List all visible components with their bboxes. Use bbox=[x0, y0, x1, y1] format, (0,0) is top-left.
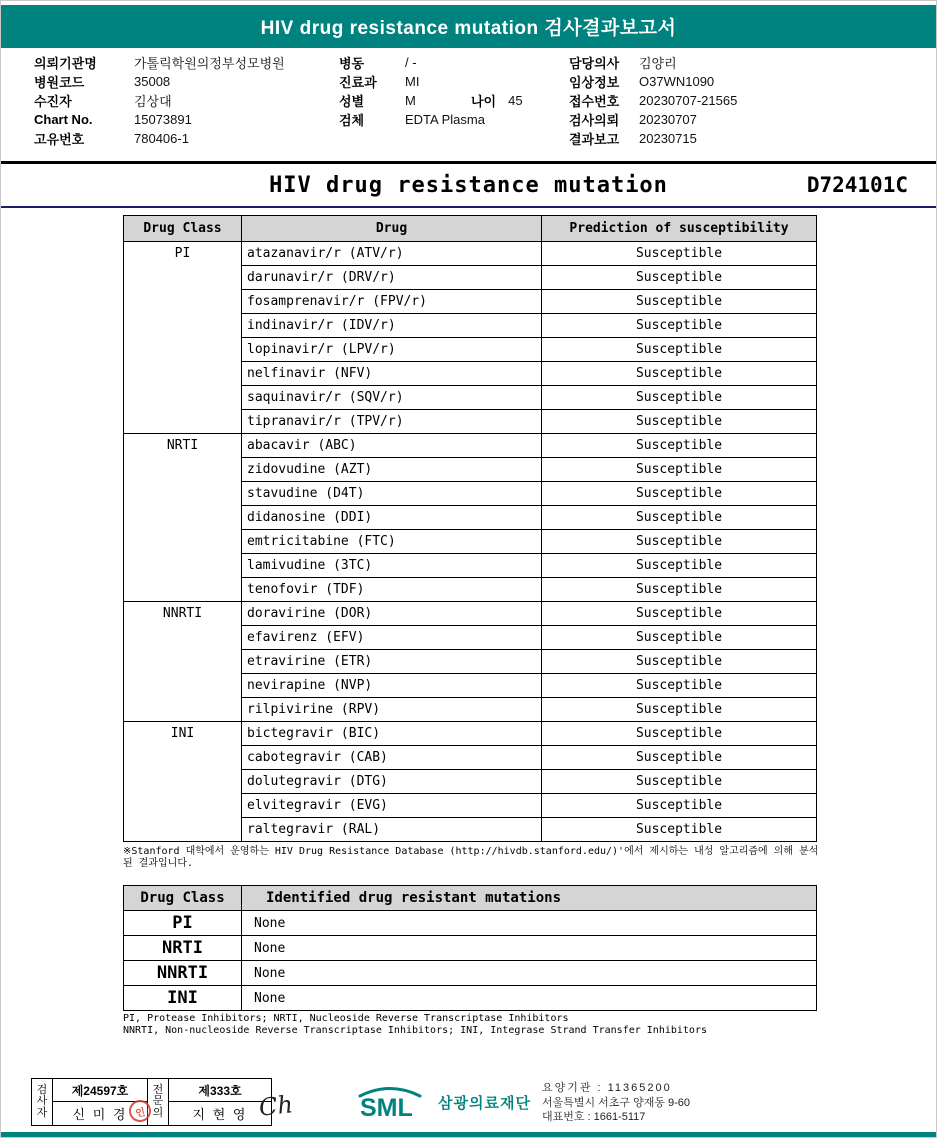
drug-class-cell: NNRTI bbox=[124, 602, 242, 722]
patient-info-row bbox=[34, 53, 334, 72]
org-info-block bbox=[542, 1081, 690, 1125]
patient-info-row bbox=[339, 110, 564, 129]
drug-name-cell: abacavir (ABC) bbox=[242, 434, 542, 458]
drug-name-cell: stavudine (D4T) bbox=[242, 482, 542, 506]
patient-info-label: Chart No. bbox=[34, 112, 93, 127]
examiner-name-row bbox=[53, 1102, 147, 1125]
report-header-bar bbox=[1, 5, 936, 48]
signature-box bbox=[31, 1078, 295, 1126]
patient-info-row bbox=[34, 110, 334, 129]
susceptibility-table-body bbox=[124, 242, 817, 842]
drug-class-cell: INI bbox=[124, 986, 242, 1011]
patient-info-label: 진료과 bbox=[339, 75, 377, 90]
drug-class-cell: NNRTI bbox=[124, 961, 242, 986]
prediction-cell: Susceptible bbox=[542, 650, 817, 674]
stanford-footnote: ※Stanford 대학에서 운영하는 HIV Drug Resistance Database (http://hivdb.stanford.edu/)'에서 제시하는 내성 알고리즘에 의해 분석된 결과입니다. bbox=[123, 846, 819, 869]
prediction-cell: Susceptible bbox=[542, 266, 817, 290]
drug-name-cell: emtricitabine (FTC) bbox=[242, 530, 542, 554]
prediction-cell: Susceptible bbox=[542, 434, 817, 458]
patient-info-value: O37WN1090 bbox=[639, 74, 715, 89]
drug-name-cell: saquinavir/r (SQV/r) bbox=[242, 386, 542, 410]
drug-name-cell: efavirenz (EFV) bbox=[242, 626, 542, 650]
patient-info-left-column bbox=[34, 53, 334, 148]
column-header: Prediction of susceptibility bbox=[542, 216, 817, 242]
patient-info-value: 김양리 bbox=[639, 56, 677, 71]
drug-name-cell: cabotegravir (CAB) bbox=[242, 746, 542, 770]
patient-info-row bbox=[569, 129, 914, 148]
patient-info-label: 결과보고 bbox=[569, 132, 620, 147]
column-header: Identified drug resistant mutations bbox=[242, 886, 817, 911]
drug-class-cell: NRTI bbox=[124, 936, 242, 961]
patient-info-row bbox=[339, 72, 564, 91]
drug-name-cell: zidovudine (AZT) bbox=[242, 458, 542, 482]
drug-name-cell: nevirapine (NVP) bbox=[242, 674, 542, 698]
mutation-row bbox=[124, 961, 817, 986]
patient-info-label: 고유번호 bbox=[34, 132, 85, 147]
abbreviation-line: NNRTI, Non-nucleoside Reverse Transcriptase Inhibitors; INI, Integrase Strand Transfer Inhibitors bbox=[123, 1025, 707, 1036]
prediction-cell: Susceptible bbox=[542, 290, 817, 314]
report-title: HIV drug resistance mutation 검사결과보고서 bbox=[260, 18, 677, 39]
patient-info-value: M bbox=[405, 93, 416, 108]
prediction-cell: Susceptible bbox=[542, 386, 817, 410]
drug-name-cell: doravirine (DOR) bbox=[242, 602, 542, 626]
patient-info-right-column bbox=[569, 53, 914, 148]
footer-logo-group bbox=[353, 1081, 690, 1125]
patient-info-value: MI bbox=[405, 74, 420, 89]
mutation-row bbox=[124, 986, 817, 1011]
patient-info-row bbox=[569, 91, 914, 110]
mutations-table-body bbox=[124, 911, 817, 1011]
prediction-cell: Susceptible bbox=[542, 818, 817, 842]
divider-under-title bbox=[1, 206, 936, 208]
mutations-header-row bbox=[124, 886, 817, 911]
mutations-table-head bbox=[124, 886, 817, 911]
section-title: HIV drug resistance mutation bbox=[269, 172, 668, 198]
prediction-cell: Susceptible bbox=[542, 674, 817, 698]
examiner-stamp-icon: 인 bbox=[127, 1098, 153, 1124]
column-header: Drug bbox=[242, 216, 542, 242]
patient-info-middle-column bbox=[339, 53, 564, 129]
drug-row bbox=[124, 434, 817, 458]
patient-info-row bbox=[569, 110, 914, 129]
prediction-cell: Susceptible bbox=[542, 770, 817, 794]
patient-info-value: 가톨릭학원의정부성모병원 bbox=[134, 56, 285, 71]
patient-info-value: 780406-1 bbox=[134, 131, 189, 146]
patient-info-label: 나이 bbox=[471, 94, 497, 109]
patient-info-label: 검체 bbox=[339, 113, 365, 128]
specialist-credentials bbox=[169, 1079, 295, 1125]
drug-name-cell: rilpivirine (RPV) bbox=[242, 698, 542, 722]
patient-info-value: 15073891 bbox=[134, 112, 192, 127]
patient-info-value: 김상대 bbox=[134, 94, 172, 109]
drug-name-cell: tipranavir/r (TPV/r) bbox=[242, 410, 542, 434]
patient-info-label: 병원코드 bbox=[34, 75, 85, 90]
specialist-role-label: 전문의 bbox=[148, 1079, 169, 1125]
patient-info-label: 임상정보 bbox=[569, 75, 620, 90]
drug-class-cell: PI bbox=[124, 911, 242, 936]
prediction-cell: Susceptible bbox=[542, 242, 817, 266]
mutation-row bbox=[124, 936, 817, 961]
patient-info-row bbox=[34, 91, 334, 110]
patient-info-row bbox=[34, 72, 334, 91]
specialist-signature: Ch bbox=[257, 1090, 295, 1122]
drug-name-cell: tenofovir (TDF) bbox=[242, 578, 542, 602]
examiner-role-label: 검사자 bbox=[32, 1079, 53, 1125]
drug-name-cell: dolutegravir (DTG) bbox=[242, 770, 542, 794]
drug-class-cell: INI bbox=[124, 722, 242, 842]
prediction-cell: Susceptible bbox=[542, 362, 817, 386]
column-header: Drug Class bbox=[124, 886, 242, 911]
prediction-cell: Susceptible bbox=[542, 746, 817, 770]
prediction-cell: Susceptible bbox=[542, 554, 817, 578]
mutations-cell: None bbox=[242, 961, 817, 986]
drug-name-cell: raltegravir (RAL) bbox=[242, 818, 542, 842]
sml-logo-text: SML bbox=[360, 1093, 413, 1122]
patient-info-row bbox=[569, 72, 914, 91]
susceptibility-header-row bbox=[124, 216, 817, 242]
prediction-cell: Susceptible bbox=[542, 482, 817, 506]
drug-name-cell: etravirine (ETR) bbox=[242, 650, 542, 674]
mutations-cell: None bbox=[242, 911, 817, 936]
mutations-cell: None bbox=[242, 986, 817, 1011]
abbreviation-line: PI, Protease Inhibitors; NRTI, Nucleoside Reverse Transcriptase Inhibitors bbox=[123, 1013, 569, 1024]
prediction-cell: Susceptible bbox=[542, 722, 817, 746]
prediction-cell: Susceptible bbox=[542, 338, 817, 362]
patient-info-value: 35008 bbox=[134, 74, 171, 89]
patient-info-row bbox=[339, 91, 564, 110]
susceptibility-table bbox=[123, 215, 817, 842]
drug-class-cell: NRTI bbox=[124, 434, 242, 602]
drug-name-cell: didanosine (DDI) bbox=[242, 506, 542, 530]
patient-info-value: 20230707-21565 bbox=[639, 93, 738, 108]
drug-class-cell: PI bbox=[124, 242, 242, 434]
drug-name-cell: lopinavir/r (LPV/r) bbox=[242, 338, 542, 362]
org-info-line: 서울특별시 서초구 양재동 9-60 bbox=[541, 1096, 691, 1109]
test-code: D724101C bbox=[806, 173, 908, 197]
specialist-cert-no: 제333호 bbox=[169, 1079, 271, 1102]
patient-info-value: 45 bbox=[508, 93, 523, 108]
abbreviation-footnote bbox=[123, 1013, 823, 1037]
prediction-cell: Susceptible bbox=[542, 794, 817, 818]
drug-name-cell: bictegravir (BIC) bbox=[242, 722, 542, 746]
susceptibility-table-head bbox=[124, 216, 817, 242]
prediction-cell: Susceptible bbox=[542, 314, 817, 338]
patient-info-label: 접수번호 bbox=[569, 94, 620, 109]
drug-name-cell: darunavir/r (DRV/r) bbox=[242, 266, 542, 290]
drug-name-cell: lamivudine (3TC) bbox=[242, 554, 542, 578]
prediction-cell: Susceptible bbox=[542, 602, 817, 626]
org-info-line: 대표번호 : 1661-5117 bbox=[541, 1111, 646, 1123]
drug-row bbox=[124, 722, 817, 746]
sml-logo-icon bbox=[353, 1084, 427, 1122]
mutation-row bbox=[124, 911, 817, 936]
org-name: 삼광의료재단 bbox=[438, 1095, 531, 1113]
patient-info-row bbox=[34, 129, 334, 148]
specialist-name: 지 현 영 bbox=[192, 1107, 248, 1122]
drug-name-cell: indinavir/r (IDV/r) bbox=[242, 314, 542, 338]
prediction-cell: Susceptible bbox=[542, 458, 817, 482]
section-title-row bbox=[1, 166, 936, 204]
drug-name-cell: elvitegravir (EVG) bbox=[242, 794, 542, 818]
prediction-cell: Susceptible bbox=[542, 506, 817, 530]
patient-info-row bbox=[569, 53, 914, 72]
mutations-table bbox=[123, 885, 817, 1011]
patient-info-label: 담당의사 bbox=[569, 56, 620, 71]
examiner-cert-no: 제24597호 bbox=[53, 1079, 147, 1102]
patient-info-label: 병동 bbox=[339, 56, 365, 71]
drug-name-cell: nelfinavir (NFV) bbox=[242, 362, 542, 386]
patient-info-label: 수진자 bbox=[34, 94, 72, 109]
prediction-cell: Susceptible bbox=[542, 698, 817, 722]
column-header: Drug Class bbox=[124, 216, 242, 242]
org-info-line: 요양기관 : 11365200 bbox=[541, 1082, 672, 1094]
patient-info-value: EDTA Plasma bbox=[405, 112, 485, 127]
drug-row bbox=[124, 602, 817, 626]
examiner-name: 신 미 경 bbox=[72, 1107, 128, 1122]
examiner-credentials bbox=[53, 1079, 148, 1125]
patient-info-label: 성별 bbox=[339, 94, 365, 109]
divider-top bbox=[1, 161, 936, 164]
mutations-cell: None bbox=[242, 936, 817, 961]
patient-info-value: 20230715 bbox=[639, 131, 697, 146]
patient-info-label: 의뢰기관명 bbox=[34, 56, 97, 71]
patient-info-label: 검사의뢰 bbox=[569, 113, 620, 128]
prediction-cell: Susceptible bbox=[542, 410, 817, 434]
patient-info-row bbox=[339, 53, 564, 72]
prediction-cell: Susceptible bbox=[542, 530, 817, 554]
drug-name-cell: fosamprenavir/r (FPV/r) bbox=[242, 290, 542, 314]
patient-info-value: 20230707 bbox=[639, 112, 697, 127]
drug-name-cell: atazanavir/r (ATV/r) bbox=[242, 242, 542, 266]
prediction-cell: Susceptible bbox=[542, 578, 817, 602]
patient-info-value: / - bbox=[405, 55, 417, 70]
prediction-cell: Susceptible bbox=[542, 626, 817, 650]
drug-row bbox=[124, 242, 817, 266]
bottom-accent-bar bbox=[1, 1132, 936, 1137]
